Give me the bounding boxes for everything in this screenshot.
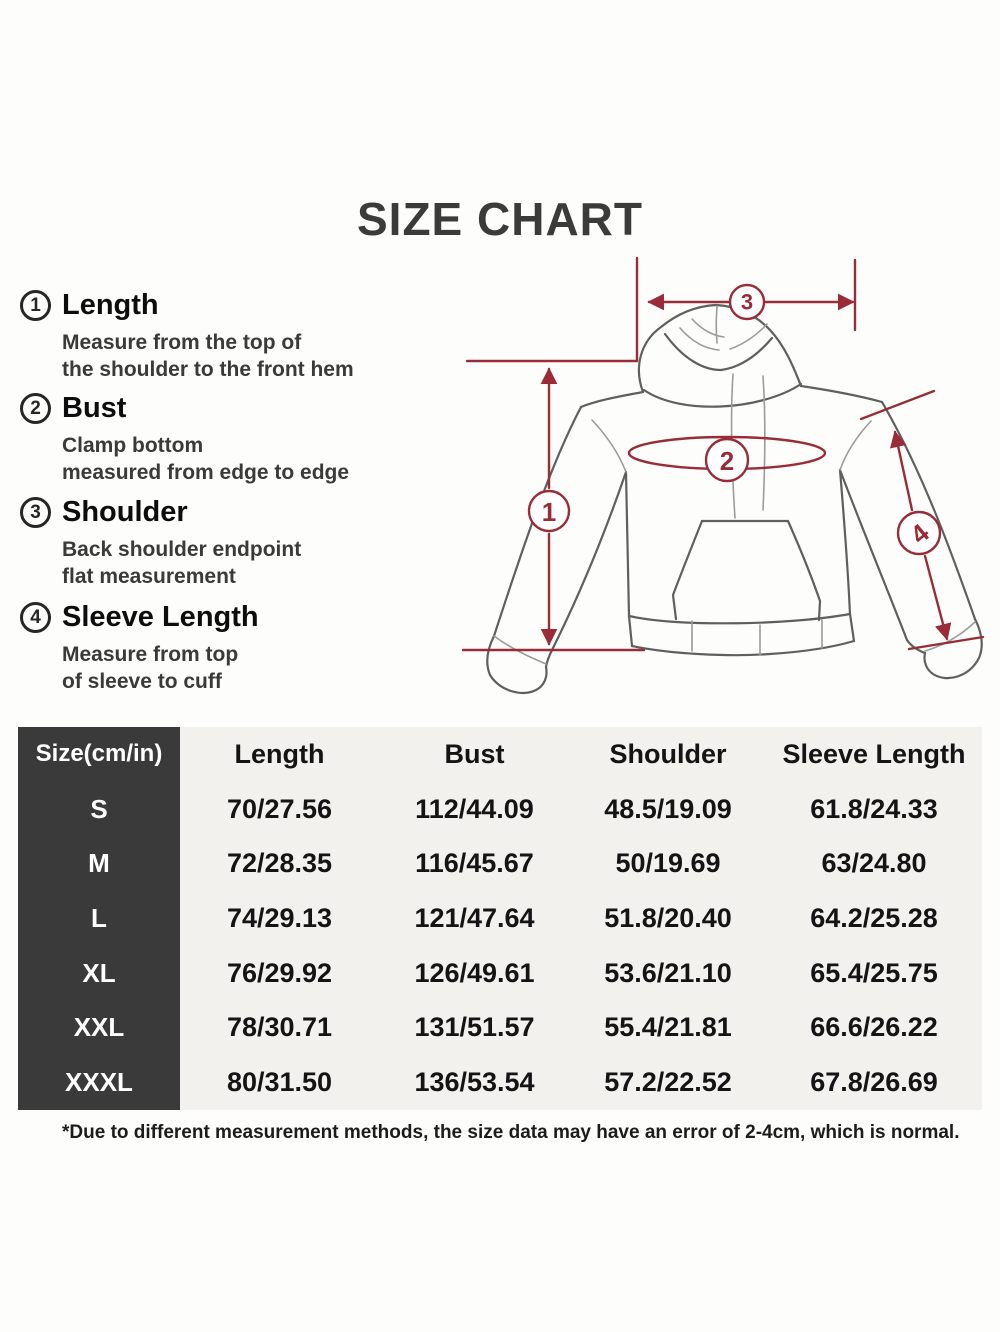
cell-s-sleeve-length: 61.8/24.33 — [810, 793, 938, 824]
desc-line: Measure from top — [62, 643, 239, 666]
desc-line: the shoulder to the front hem — [62, 358, 354, 381]
cell-xxxl-bust: 136/53.54 — [414, 1067, 535, 1098]
table-header-bust: Bust — [444, 738, 505, 769]
size-label-xl: XL — [18, 946, 180, 1001]
size-label-xxl: XXL — [18, 1001, 180, 1056]
measurement-description — [62, 536, 452, 590]
measurement-name: Shoulder — [62, 496, 188, 528]
diagram-label-3: 3 — [740, 289, 754, 315]
measurement-name: Length — [62, 289, 159, 321]
cell-m-bust: 116/45.67 — [415, 848, 534, 879]
cell-xxxl-sleeve-length: 67.8/26.69 — [810, 1067, 938, 1098]
size-table — [18, 727, 982, 1110]
cell-l-length: 74/29.13 — [226, 902, 333, 933]
cell-xxl-shoulder: 55.4/21.81 — [604, 1012, 732, 1043]
desc-line: Clamp bottom — [62, 434, 204, 457]
table-header-size: Size(cm/in) — [18, 727, 180, 782]
tick-sleeve-top — [861, 391, 934, 419]
cell-s-shoulder: 48.5/19.09 — [604, 793, 732, 824]
cell-xl-shoulder: 53.6/21.10 — [604, 957, 732, 988]
cell-m-length: 72/28.35 — [226, 848, 333, 879]
cell-l-sleeve-length: 64.2/25.28 — [810, 902, 938, 933]
cell-l-shoulder: 51.8/20.40 — [604, 902, 732, 933]
table-header-length: Length — [234, 738, 325, 769]
desc-line: flat measurement — [62, 565, 236, 588]
size-label-s: S — [18, 782, 180, 837]
hoodie-details — [494, 306, 975, 664]
size-label-xxxl: XXXL — [18, 1055, 180, 1110]
cell-xxxl-shoulder: 57.2/22.52 — [604, 1067, 732, 1098]
diagram-label-1: 1 — [541, 497, 557, 527]
measurement-item-length — [20, 289, 452, 383]
cell-xxl-bust: 131/51.57 — [414, 1012, 535, 1043]
cell-l-bust: 121/47.64 — [414, 902, 535, 933]
desc-line: measured from edge to edge — [62, 461, 350, 484]
measurement-heading — [20, 392, 452, 425]
cell-xl-length: 76/29.92 — [226, 957, 333, 988]
measurement-description — [62, 432, 452, 486]
page-title: SIZE CHART — [357, 193, 643, 245]
circled-number-4: 4 — [20, 602, 51, 633]
table-header-sleeve-length: Sleeve Length — [782, 738, 966, 769]
measurement-description — [62, 329, 452, 383]
hoodie-measurement-diagram — [430, 250, 1000, 700]
cell-xxl-length: 78/30.71 — [226, 1012, 333, 1043]
desc-line: Measure from the top of — [62, 331, 302, 354]
measurement-item-sleeve-length — [20, 601, 452, 695]
measurement-heading — [20, 496, 452, 529]
cell-m-shoulder: 50/19.69 — [615, 848, 721, 879]
measurement-item-shoulder — [20, 496, 452, 590]
circled-number-2: 2 — [20, 393, 51, 424]
measurement-error-note: *Due to different measurement methods, the size data may have an error of 2-4cm, which is normal. — [62, 1122, 960, 1143]
diagram-label-4: 4 — [904, 517, 935, 550]
cell-xxl-sleeve-length: 66.6/26.22 — [810, 1012, 938, 1043]
arrow-4-down — [925, 556, 947, 639]
cell-xl-sleeve-length: 65.4/25.75 — [810, 957, 938, 988]
desc-line: Back shoulder endpoint — [62, 538, 302, 561]
cell-s-length: 70/27.56 — [226, 793, 333, 824]
cell-xxxl-length: 80/31.50 — [226, 1067, 333, 1098]
circled-number-3: 3 — [20, 497, 51, 528]
desc-line: of sleeve to cuff — [62, 670, 222, 693]
measurement-description — [62, 641, 452, 695]
cell-m-sleeve-length: 63/24.80 — [821, 848, 927, 879]
diagram-label-2: 2 — [719, 446, 735, 476]
measurement-name: Bust — [62, 392, 127, 424]
table-header-shoulder: Shoulder — [609, 738, 727, 769]
measurement-heading — [20, 289, 452, 322]
size-label-m: M — [18, 836, 180, 891]
measurement-item-bust — [20, 392, 452, 486]
measurement-heading — [20, 601, 452, 634]
measurement-name: Sleeve Length — [62, 601, 259, 633]
circled-number-1: 1 — [20, 290, 51, 321]
cell-xl-bust: 126/49.61 — [414, 957, 535, 988]
size-label-l: L — [18, 891, 180, 946]
cell-s-bust: 112/44.09 — [415, 793, 534, 824]
